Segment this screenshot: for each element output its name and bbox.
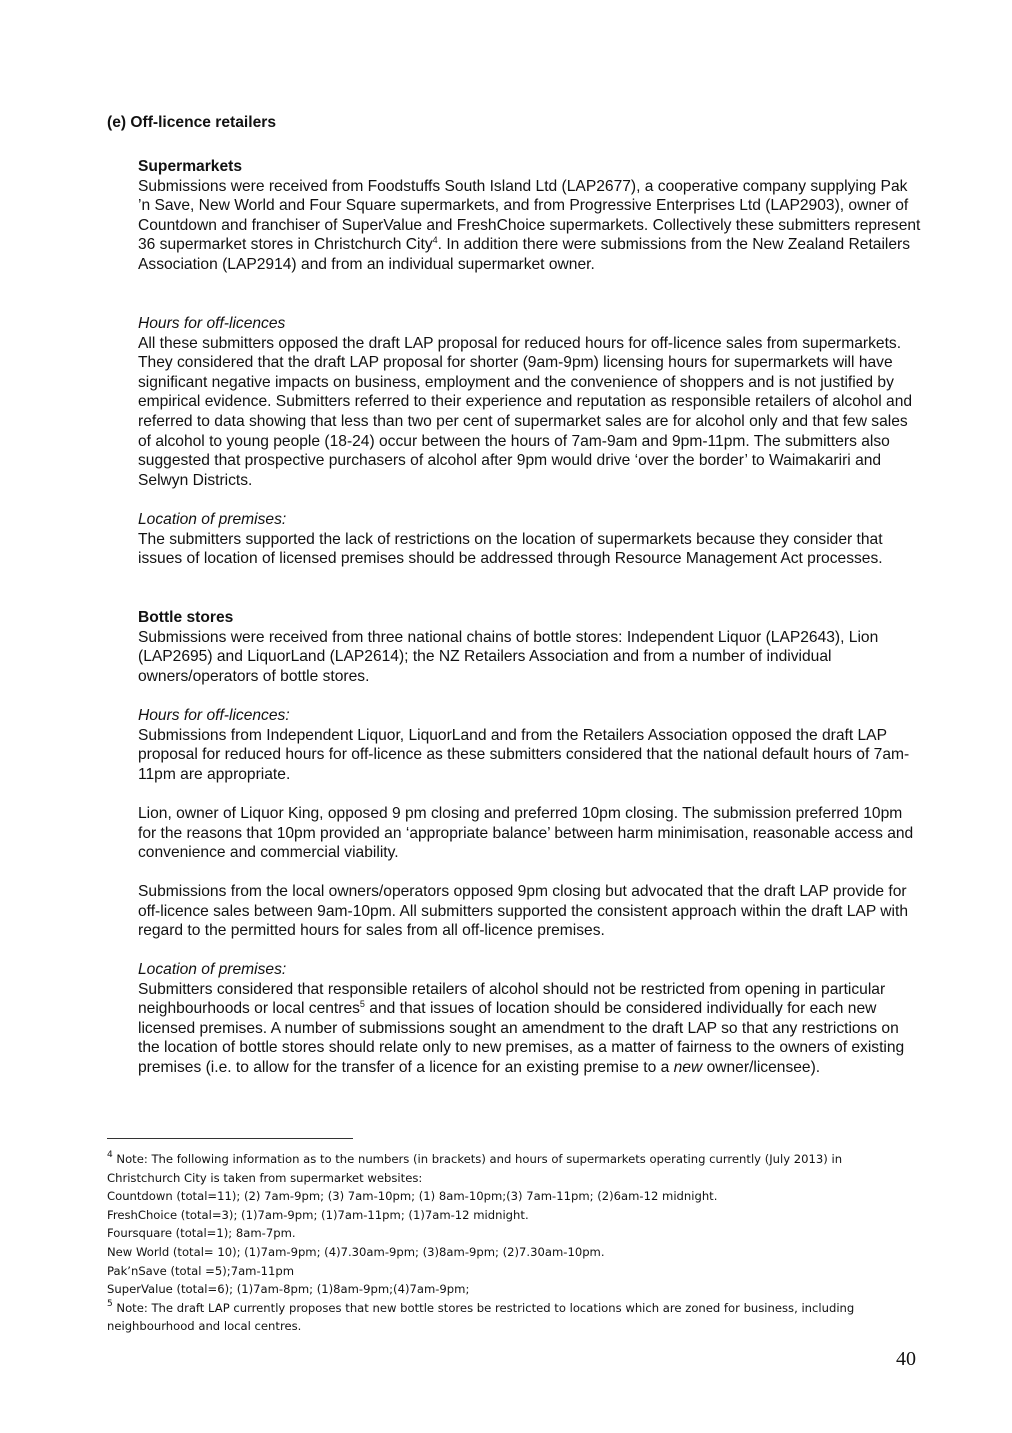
footnote-line: Countdown (total=11); (2) 7am-9pm; (3) 7am-10pm; (1) 8am-10pm;(3) 7am-11pm; (2)6am-12 midnight. (107, 1189, 718, 1204)
bottle-stores-location (138, 960, 923, 1078)
bottle-stores-hours-text-3: Submissions from the local owners/operators opposed 9pm closing but advocated that the draft LAP provide for off-licence sales between 9am-10pm. All submitters supported the consistent approach within the draft LAP with regard to the permitted hours for sales from all off-licence premises. (138, 883, 909, 940)
bottle-stores-hours (138, 706, 923, 784)
footnote-4 (107, 1150, 907, 1187)
supermarkets-heading: Supermarkets (138, 158, 243, 175)
bottle-stores-intro: Submissions were received from three national chains of bottle stores: Independent Liquor (LAP2643), Lion (LAP2695) and LiquorLand (LAP2614); the NZ Retailers Association and from a number of individual owners/operators of bottle stores. (138, 628, 879, 685)
footnote-line: New World (total= 10); (1)7am-9pm; (4)7.30am-9pm; (3)8am-9pm; (2)7.30am-10pm. (107, 1244, 605, 1259)
footnote-5 (107, 1299, 907, 1336)
bottle-stores-location-text-c: owner/licensee). (702, 1058, 821, 1076)
bottle-stores-location-text (138, 980, 923, 1078)
section-title: (e) Off-licence retailers (107, 114, 276, 131)
bottle-stores-local (138, 882, 923, 941)
supermarkets-intro-text: Submissions were received from Foodstuffs South Island Ltd (LAP2677), a cooperative company supplying Pak ’n Save, New World and Four Square supermarkets, and from Progressive Enterprises Ltd (LAP2903), owner of Countdown and franchiser of SuperValue and FreshChoice supermarkets. Collectively these submitters represent 36 supermarket stores in Christchurch City (138, 177, 921, 254)
bottle-stores-heading: Bottle stores (138, 609, 234, 626)
bottle-stores-hours-text-2: Lion, owner of Liquor King, opposed 9 pm closing and preferred 10pm closing. The submission preferred 10pm for the reasons that 10pm provided an ‘appropriate balance’ between harm minimisation, reasonable access and convenience and commercial viability. (138, 805, 914, 862)
bottle-stores-location-text-b: and that issues of location should be considered individually for each new licensed premises. A number of submissions sought an amendment to the draft LAP so that any restrictions on the location of bottle stores should relate only to new premises, as a matter of fairness to the owners of existing premises (i.e. to allow for the transfer of a licence for an existing premise to a (138, 1000, 905, 1076)
bottle-stores-lion (138, 804, 923, 863)
supermarkets-location (138, 510, 923, 569)
supermarkets-location-heading: Location of premises: (138, 511, 287, 528)
bottle-stores-hours-text-1: Submissions from Independent Liquor, LiquorLand and from the Retailers Association opposed the draft LAP proposal for reduced hours for off-licence as these submitters considered that the national default hours of 7am-11pm are appropriate. (138, 726, 910, 783)
footnote-line: SuperValue (total=6); (1)7am-8pm; (1)8am-9pm;(4)7am-9pm; (107, 1282, 470, 1297)
footnote-5-marker: 5 (107, 1298, 113, 1309)
page-number: 40 (896, 1348, 916, 1370)
bottle-stores-location-heading: Location of premises: (138, 961, 287, 978)
footnote-4-marker: 4 (107, 1150, 113, 1160)
supermarkets-intro (138, 177, 923, 275)
supermarkets-section (138, 157, 923, 275)
footnotes (107, 1150, 907, 1336)
bottle-stores-section (138, 608, 923, 686)
footnote-line: Foursquare (total=1); 8am-7pm. (107, 1226, 296, 1241)
supermarkets-location-text: The submitters supported the lack of restrictions on the location of supermarkets because they consider that issues of location of licensed premises should be addressed through Resource Management Act processes. (138, 530, 883, 568)
bottle-stores-location-text-a: Submitters considered that responsible retailers of alcohol should not be restricted from opening in particular neighbourhoods or local centres (138, 980, 886, 1018)
footnote-line: FreshChoice (total=3); (1)7am-9pm; (1)7am-11pm; (1)7am-12 midnight. (107, 1207, 529, 1222)
footnote-line: Pak’nSave (total =5);7am-11pm (107, 1263, 295, 1278)
supermarkets-hours (138, 314, 923, 490)
footnote-4-text: Note: The following information as to the numbers (in brackets) and hours of supermarkets operating currently (July 2013) in Christchurch City is taken from supermarket websites: (107, 1152, 843, 1185)
supermarkets-hours-text: All these submitters opposed the draft LAP proposal for reduced hours for off-licence sales from supermarkets. They considered that the draft LAP proposal for shorter (9am-9pm) licensing hours for supermarkets will have significant negative impacts on business, employment and the convenience of shoppers and is not justified by empirical evidence. Submitters referred to their experience and reputation as responsible retailers of alcohol and referred to data showing that less than two per cent of supermarket sales are for alcohol only and that few sales of alcohol to young people (18-24) occur between the hours of 7am-9am and 9pm-11pm. The submitters also suggested that prospective purchasers of alcohol after 9pm would drive ‘over the border’ to Waimakariri and Selwyn Districts. (138, 334, 913, 489)
footnote-ref-4[interactable]: 4 (432, 235, 438, 246)
emphasis-new: new (673, 1058, 703, 1076)
supermarkets-hours-heading: Hours for off-licences (138, 315, 286, 332)
footnote-5-text: Note: The draft LAP currently proposes that new bottle stores be restricted to locations which are zoned for business, including neighbourhood and local centres. (107, 1300, 855, 1334)
supermarkets-intro-cont: . In addition there were submissions from the New Zealand Retailers Association (LAP2914) and from an individual supermarket owner. (138, 236, 911, 273)
bottle-stores-hours-heading: Hours for off-licences: (138, 707, 290, 724)
footnote-ref-5[interactable]: 5 (359, 999, 365, 1010)
footnote-separator (107, 1138, 353, 1139)
